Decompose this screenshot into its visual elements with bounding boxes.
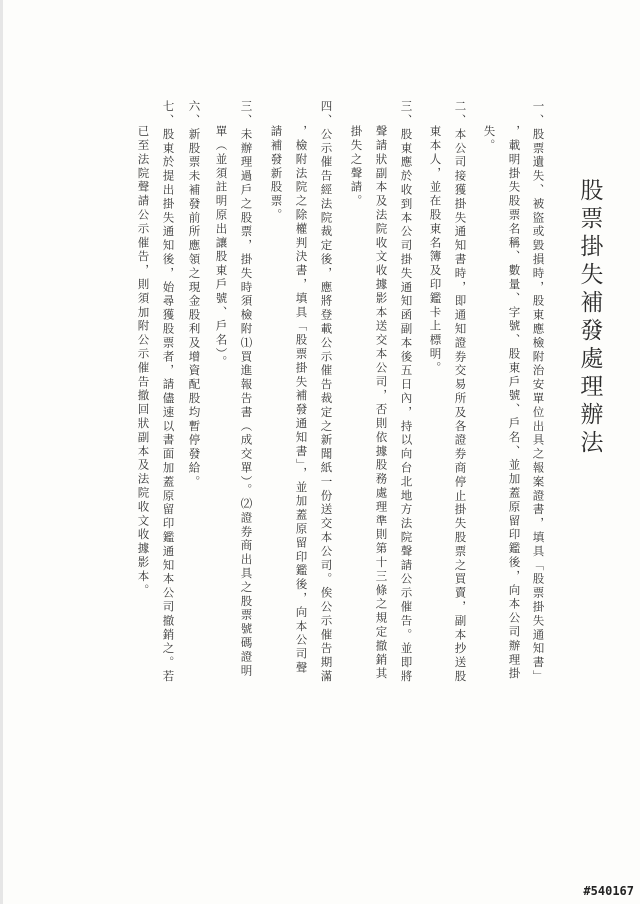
text-column-15: 七、股東於提出掛失通知後，始尋獲股票者，請儘速以書面加蓋原留印鑑通知本公司撤銷之。若: [161, 100, 176, 684]
text-column-14: 六、新股票未補發前所應領之現金股利及增資配股均暫停發給。: [187, 100, 202, 490]
text-column-10: ，檢附法院之除權判決書，填具「股票掛失補發通知書」，並加蓋原留印鑑後，向本公司聲: [294, 125, 309, 676]
text-column-6: 三、股東應於收到本公司掛失通知函副本後五日內，持以向台北地方法院聲請公示催告。並即將: [399, 100, 414, 684]
text-column-12: 三、未辦理過戶之股票，掛失時須檢附⑴買進報告書（成交單）。⑵證券商出具之股票號碼證明: [239, 100, 254, 679]
text-column-2: ，載明掛失股票名稱、數量、字號、股東戶號、戶名、並加蓋原留印鑑後，向本公司辦理掛: [507, 125, 522, 681]
text-column-8: 掛失之聲請。: [349, 125, 364, 209]
scan-edge: [0, 0, 3, 904]
document-title: 股票掛失補發處理辦法: [576, 178, 603, 458]
document-id-stamp: #540167: [583, 884, 634, 898]
text-column-11: 請補發新股票。: [269, 125, 284, 223]
text-column-3: 失。: [482, 125, 497, 153]
text-column-16: 已至法院聲請公示催告，則須加附公示催告撤回狀副本及法院收文收據影本。: [136, 125, 151, 598]
text-column-13: 單（並須註明原出讓股東戶號、戶名）。: [214, 125, 229, 370]
text-column-9: 四、公示催告經法院裁定後，應將登載公示催告裁定之新聞紙一份送交本公司。俟公示催告期滿: [319, 100, 334, 684]
text-column-1: 一、股票遺失、被盜或毀損時，股東應檢附治安單位出具之報案證書，填具「股票掛失通知書」: [531, 100, 546, 684]
text-column-4: 二、本公司接獲掛失通知書時，即通知證券交易所及各證券商停止掛失股票之買賣，副本抄送股: [453, 100, 468, 684]
text-column-7: 聲請狀副本及法院收文收據影本送交本公司，否則依據股務處理準則第十三條之規定撤銷其: [374, 125, 389, 681]
text-column-5: 東本人，並在股東名簿及印鑑卡上標明。: [428, 125, 443, 376]
